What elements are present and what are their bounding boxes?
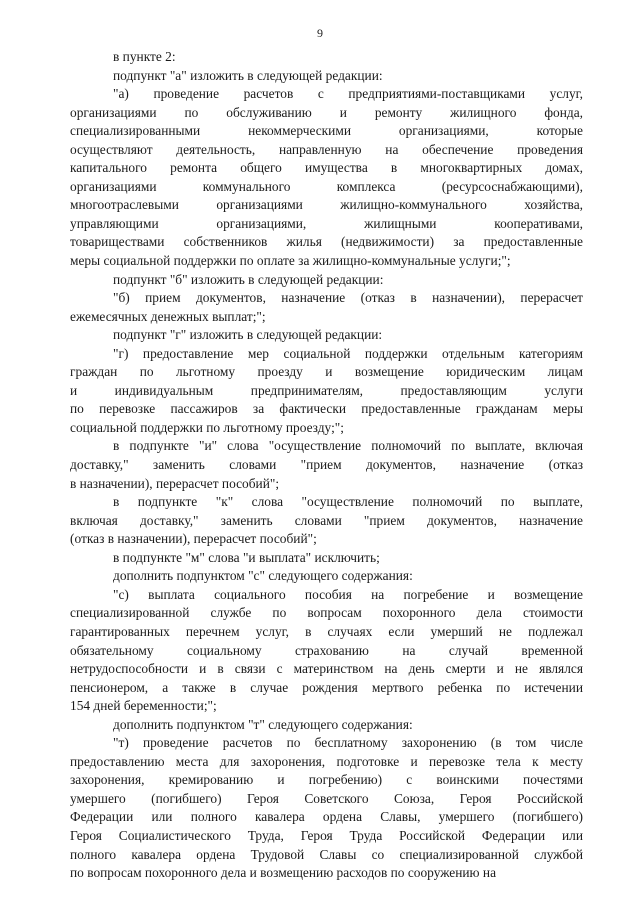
- paragraph: [70, 85, 583, 270]
- text-line: осуществляют деятельность, направленную на обеспечение проведения: [70, 141, 583, 157]
- text-line: нетрудоспособности и в связи с материнством на день смерти и не являлся: [70, 661, 583, 677]
- text-line: организациями коммунального комплекса (ресурсоснабжающими),: [70, 178, 583, 194]
- paragraph: [113, 48, 583, 67]
- text-line: многоотраслевыми организациями жилищно-коммунального хозяйства,: [70, 197, 583, 213]
- text-line: "г) предоставление мер социальной поддержки отдельным категориям: [113, 345, 583, 361]
- paragraph: [70, 345, 583, 438]
- text-line: подпункт "а" изложить в следующей редакции:: [113, 67, 383, 83]
- text-line: управляющими организациями, жилищными кооперативами,: [70, 215, 583, 231]
- paragraph: [70, 437, 583, 493]
- text-line: граждан по льготному проезду и возмещение юридическим лицам: [70, 364, 583, 380]
- text-line: Героя Социалистического Труда, Героя Труда Российской Федерации или: [70, 827, 583, 843]
- text-line: и индивидуальным предпринимателям, предоставляющим услуги: [70, 382, 583, 398]
- paragraph: [113, 549, 583, 568]
- text-line: умершего (погибшего) Героя Советского Союза, Героя Российской: [70, 790, 583, 806]
- text-line: подпункт "г" изложить в следующей редакции:: [113, 327, 383, 343]
- text-line: по вопросам похоронного дела и возмещению расходов по сооружению на: [70, 865, 497, 881]
- text-line: пенсионером, а также в случае рождения мертвого ребенка по истечении: [70, 679, 583, 695]
- text-line: социальной поддержки по льготному проезду;";: [70, 419, 344, 435]
- paragraph: [113, 67, 583, 86]
- text-line: полного кавалера ордена Трудовой Славы со специализированной службой: [70, 846, 583, 862]
- text-line: предоставлению места для захоронения, подготовке и перевозке тела к месту: [70, 753, 583, 769]
- paragraph: [70, 734, 583, 882]
- text-line: включая доставку," заменить словами "прием документов, назначение: [70, 512, 583, 528]
- text-line: меры социальной поддержки по оплате за жилищно-коммунальные услуги;";: [70, 253, 511, 269]
- paragraph: [113, 567, 583, 586]
- text-line: специализированной службе по вопросам похоронного дела стоимости: [70, 605, 583, 621]
- text-line: (отказ в назначении), перерасчет пособий";: [70, 531, 317, 547]
- paragraph: [70, 493, 583, 549]
- text-line: дополнить подпунктом "с" следующего содержания:: [113, 568, 413, 584]
- text-line: "б) прием документов, назначение (отказ в назначении), перерасчет: [113, 290, 583, 306]
- text-line: дополнить подпунктом "т" следующего содержания:: [113, 716, 413, 732]
- text-line: специализированными некоммерческими организациями, которые: [70, 123, 583, 139]
- text-line: гарантированных перечнем услуг, в случаях если умерший не подлежал: [70, 623, 583, 639]
- text-line: в подпункте "и" слова "осуществление полномочий по выплате, включая: [113, 438, 583, 454]
- paragraph: [70, 586, 583, 716]
- text-line: "с) выплата социального пособия на погребение и возмещение: [113, 586, 583, 602]
- text-line: в назначении), перерасчет пособий";: [70, 475, 280, 491]
- text-line: обязательному социальному страхованию на случай временной: [70, 642, 583, 658]
- paragraph: [113, 326, 583, 345]
- text-line: "т) проведение расчетов по бесплатному захоронению (в том числе: [113, 735, 583, 751]
- paragraph: [113, 271, 583, 290]
- document-body: [70, 48, 583, 883]
- text-line: Федерации или полного кавалера ордена Славы, умершего (погибшего): [70, 809, 583, 825]
- text-line: доставку," заменить словами "прием документов, назначение (отказ: [70, 457, 583, 473]
- text-line: захоронения, кремированию и погребению) с воинскими почестями: [70, 772, 583, 788]
- text-line: 154 дней беременности;";: [70, 698, 217, 714]
- text-line: в подпункте "к" слова "осуществление полномочий по выплате,: [113, 494, 583, 510]
- text-line: в пункте 2:: [113, 49, 176, 64]
- text-line: товариществами собственников жилья (недвижимости) за предоставленные: [70, 234, 583, 250]
- paragraph: [113, 716, 583, 735]
- text-line: организациями по обслуживанию и ремонту жилищного фонда,: [70, 104, 583, 120]
- text-line: в подпункте "м" слова "и выплата" исключить;: [113, 549, 380, 565]
- text-line: "а) проведение расчетов с предприятиями-поставщиками услуг,: [113, 86, 583, 102]
- text-line: подпункт "б" изложить в следующей редакции:: [113, 271, 384, 287]
- text-line: капитального ремонта общего имущества в многоквартирных домах,: [70, 160, 583, 176]
- page-number: 9: [317, 26, 323, 40]
- text-line: по перевозке пассажиров за фактически предоставленные гражданам меры: [70, 401, 583, 417]
- text-line: ежемесячных денежных выплат;";: [70, 308, 266, 324]
- paragraph: [70, 289, 583, 326]
